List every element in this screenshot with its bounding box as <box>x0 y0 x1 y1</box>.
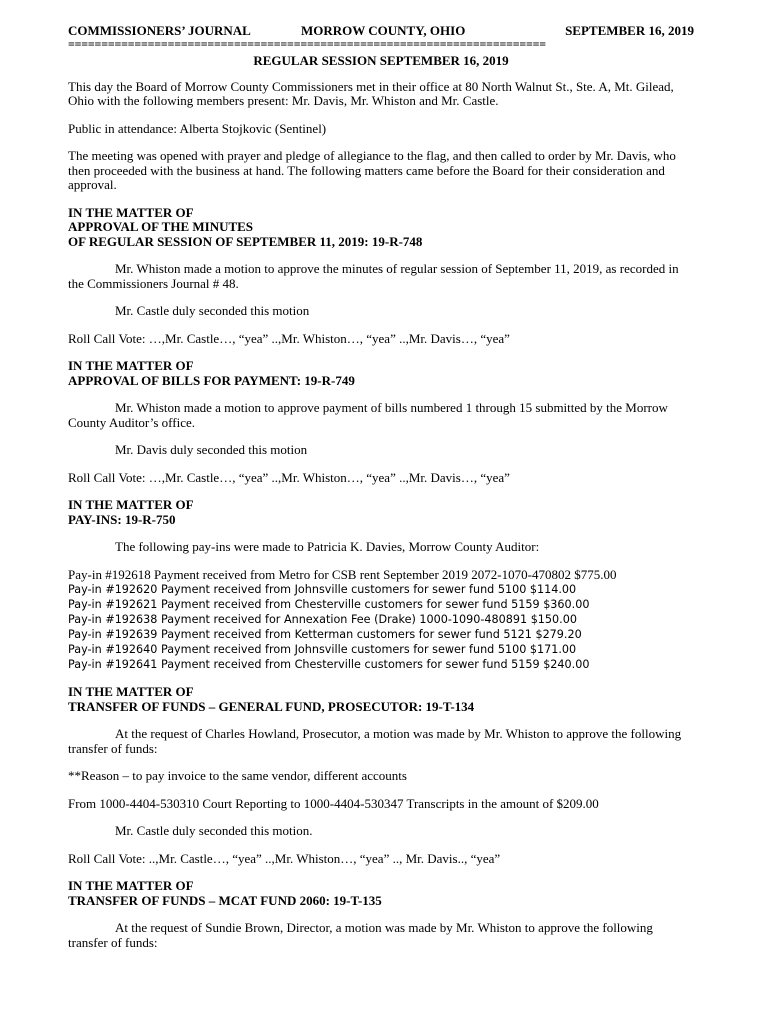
payin-item: Pay-in #192621 Payment received from Chesterville customers for sewer fund 5159 $360.00 <box>68 598 590 611</box>
county-name: MORROW COUNTY, OHIO <box>301 23 466 38</box>
payin-item: Pay-in #192640 Payment received from Johnsville customers for sewer fund 5100 $171.00 <box>68 643 577 656</box>
payin-item: Pay-in #192620 Payment received from Johnsville customers for sewer fund 5100 $114.00 <box>68 583 577 596</box>
section-heading-bills <box>68 359 694 388</box>
second-paragraph: Mr. Castle duly seconded this motion <box>115 303 310 318</box>
heading-line: IN THE MATTER OF <box>68 497 194 512</box>
heading-line: TRANSFER OF FUNDS – GENERAL FUND, PROSECUTOR: 19-T-134 <box>68 698 475 714</box>
roll-call-vote: Roll Call Vote: ..,Mr. Castle…, “yea” ..,Mr. Whiston…, “yea” .., Mr. Davis.., “yea” <box>68 850 501 866</box>
motion-paragraph: At the request of Sundie Brown, Director, a motion was made by Mr. Whiston to approve the following transfer of funds: <box>68 920 653 950</box>
payins-intro: The following pay-ins were made to Patricia K. Davies, Morrow County Auditor: <box>115 539 540 554</box>
heading-line: APPROVAL OF BILLS FOR PAYMENT: 19-R-749 <box>68 372 355 388</box>
journal-date: SEPTEMBER 16, 2019 <box>565 23 694 38</box>
motion-paragraph: At the request of Charles Howland, Prosecutor, a motion was made by Mr. Whiston to approve the following transfer of funds: <box>68 726 682 756</box>
members-paragraph: This day the Board of Morrow County Commissioners met in their office at 80 North Walnut St., Ste. A, Mt. Gilead, Ohio with the following members present: Mr. Davis, Mr. Whiston and Mr. Castle. <box>68 78 674 108</box>
motion-paragraph: Mr. Whiston made a motion to approve the minutes of regular session of September 11, 2019, as recorded in the Commissioners Journal # 48. <box>68 261 679 291</box>
payin-item: Pay-in #192641 Payment received from Chesterville customers for sewer fund 5159 $240.00 <box>68 658 590 671</box>
heading-line: IN THE MATTER OF <box>68 684 194 699</box>
roll-call-vote: Roll Call Vote: …,Mr. Castle…, “yea” ..,Mr. Whiston…, “yea” ..,Mr. Davis…, “yea” <box>68 469 510 485</box>
section-heading-transfer-prosecutor <box>68 685 694 714</box>
journal-header <box>68 24 694 38</box>
heading-line: IN THE MATTER OF <box>68 204 194 220</box>
header-rule: ======================================================================== <box>68 38 546 50</box>
transfer-detail: From 1000-4404-530310 Court Reporting to 1000-4404-530347 Transcripts in the amount of $209.00 <box>68 795 599 811</box>
transfer-reason: **Reason – to pay invoice to the same vendor, different accounts <box>68 768 407 783</box>
motion-paragraph: Mr. Whiston made a motion to approve payment of bills numbered 1 through 15 submitted by the Morrow County Auditor’s office. <box>68 400 668 430</box>
heading-line: OF REGULAR SESSION OF SEPTEMBER 11, 2019: 19-R-748 <box>68 233 423 249</box>
heading-line: PAY-INS: 19-R-750 <box>68 511 176 527</box>
second-paragraph: Mr. Castle duly seconded this motion. <box>115 823 313 838</box>
heading-line: TRANSFER OF FUNDS – MCAT FUND 2060: 19-T-135 <box>68 892 382 908</box>
roll-call-vote: Roll Call Vote: …,Mr. Castle…, “yea” ..,Mr. Whiston…, “yea” ..,Mr. Davis…, “yea” <box>68 330 510 346</box>
payin-item: Pay-in #192638 Payment received for Annexation Fee (Drake) 1000-1090-480891 $150.00 <box>68 613 577 626</box>
document-content <box>68 24 694 950</box>
second-paragraph: Mr. Davis duly seconded this motion <box>115 442 308 457</box>
payin-item: Pay-in #192639 Payment received from Ketterman customers for sewer fund 5121 $279.20 <box>68 628 582 641</box>
section-heading-minutes <box>68 206 694 250</box>
public-attendance: Public in attendance: Alberta Stojkovic (Sentinel) <box>68 120 327 136</box>
opening-paragraph: The meeting was opened with prayer and pledge of allegiance to the flag, and then called to order by Mr. Davis, who then proceeded with the business at hand. The following matters came before the Board for their consideration and approval. <box>68 148 676 192</box>
payin-item: Pay-in #192618 Payment received from Metro for CSB rent September 2019 2072-1070-470802 $775.00 <box>68 566 617 582</box>
section-heading-transfer-mcat <box>68 879 694 908</box>
journal-name: COMMISSIONERS’ JOURNAL <box>68 23 251 38</box>
payin-list <box>68 582 694 672</box>
heading-line: APPROVAL OF THE MINUTES <box>68 219 254 234</box>
session-title: REGULAR SESSION SEPTEMBER 16, 2019 <box>253 53 509 68</box>
heading-line: IN THE MATTER OF <box>68 358 194 373</box>
heading-line: IN THE MATTER OF <box>68 878 194 893</box>
section-heading-payins <box>68 498 694 527</box>
